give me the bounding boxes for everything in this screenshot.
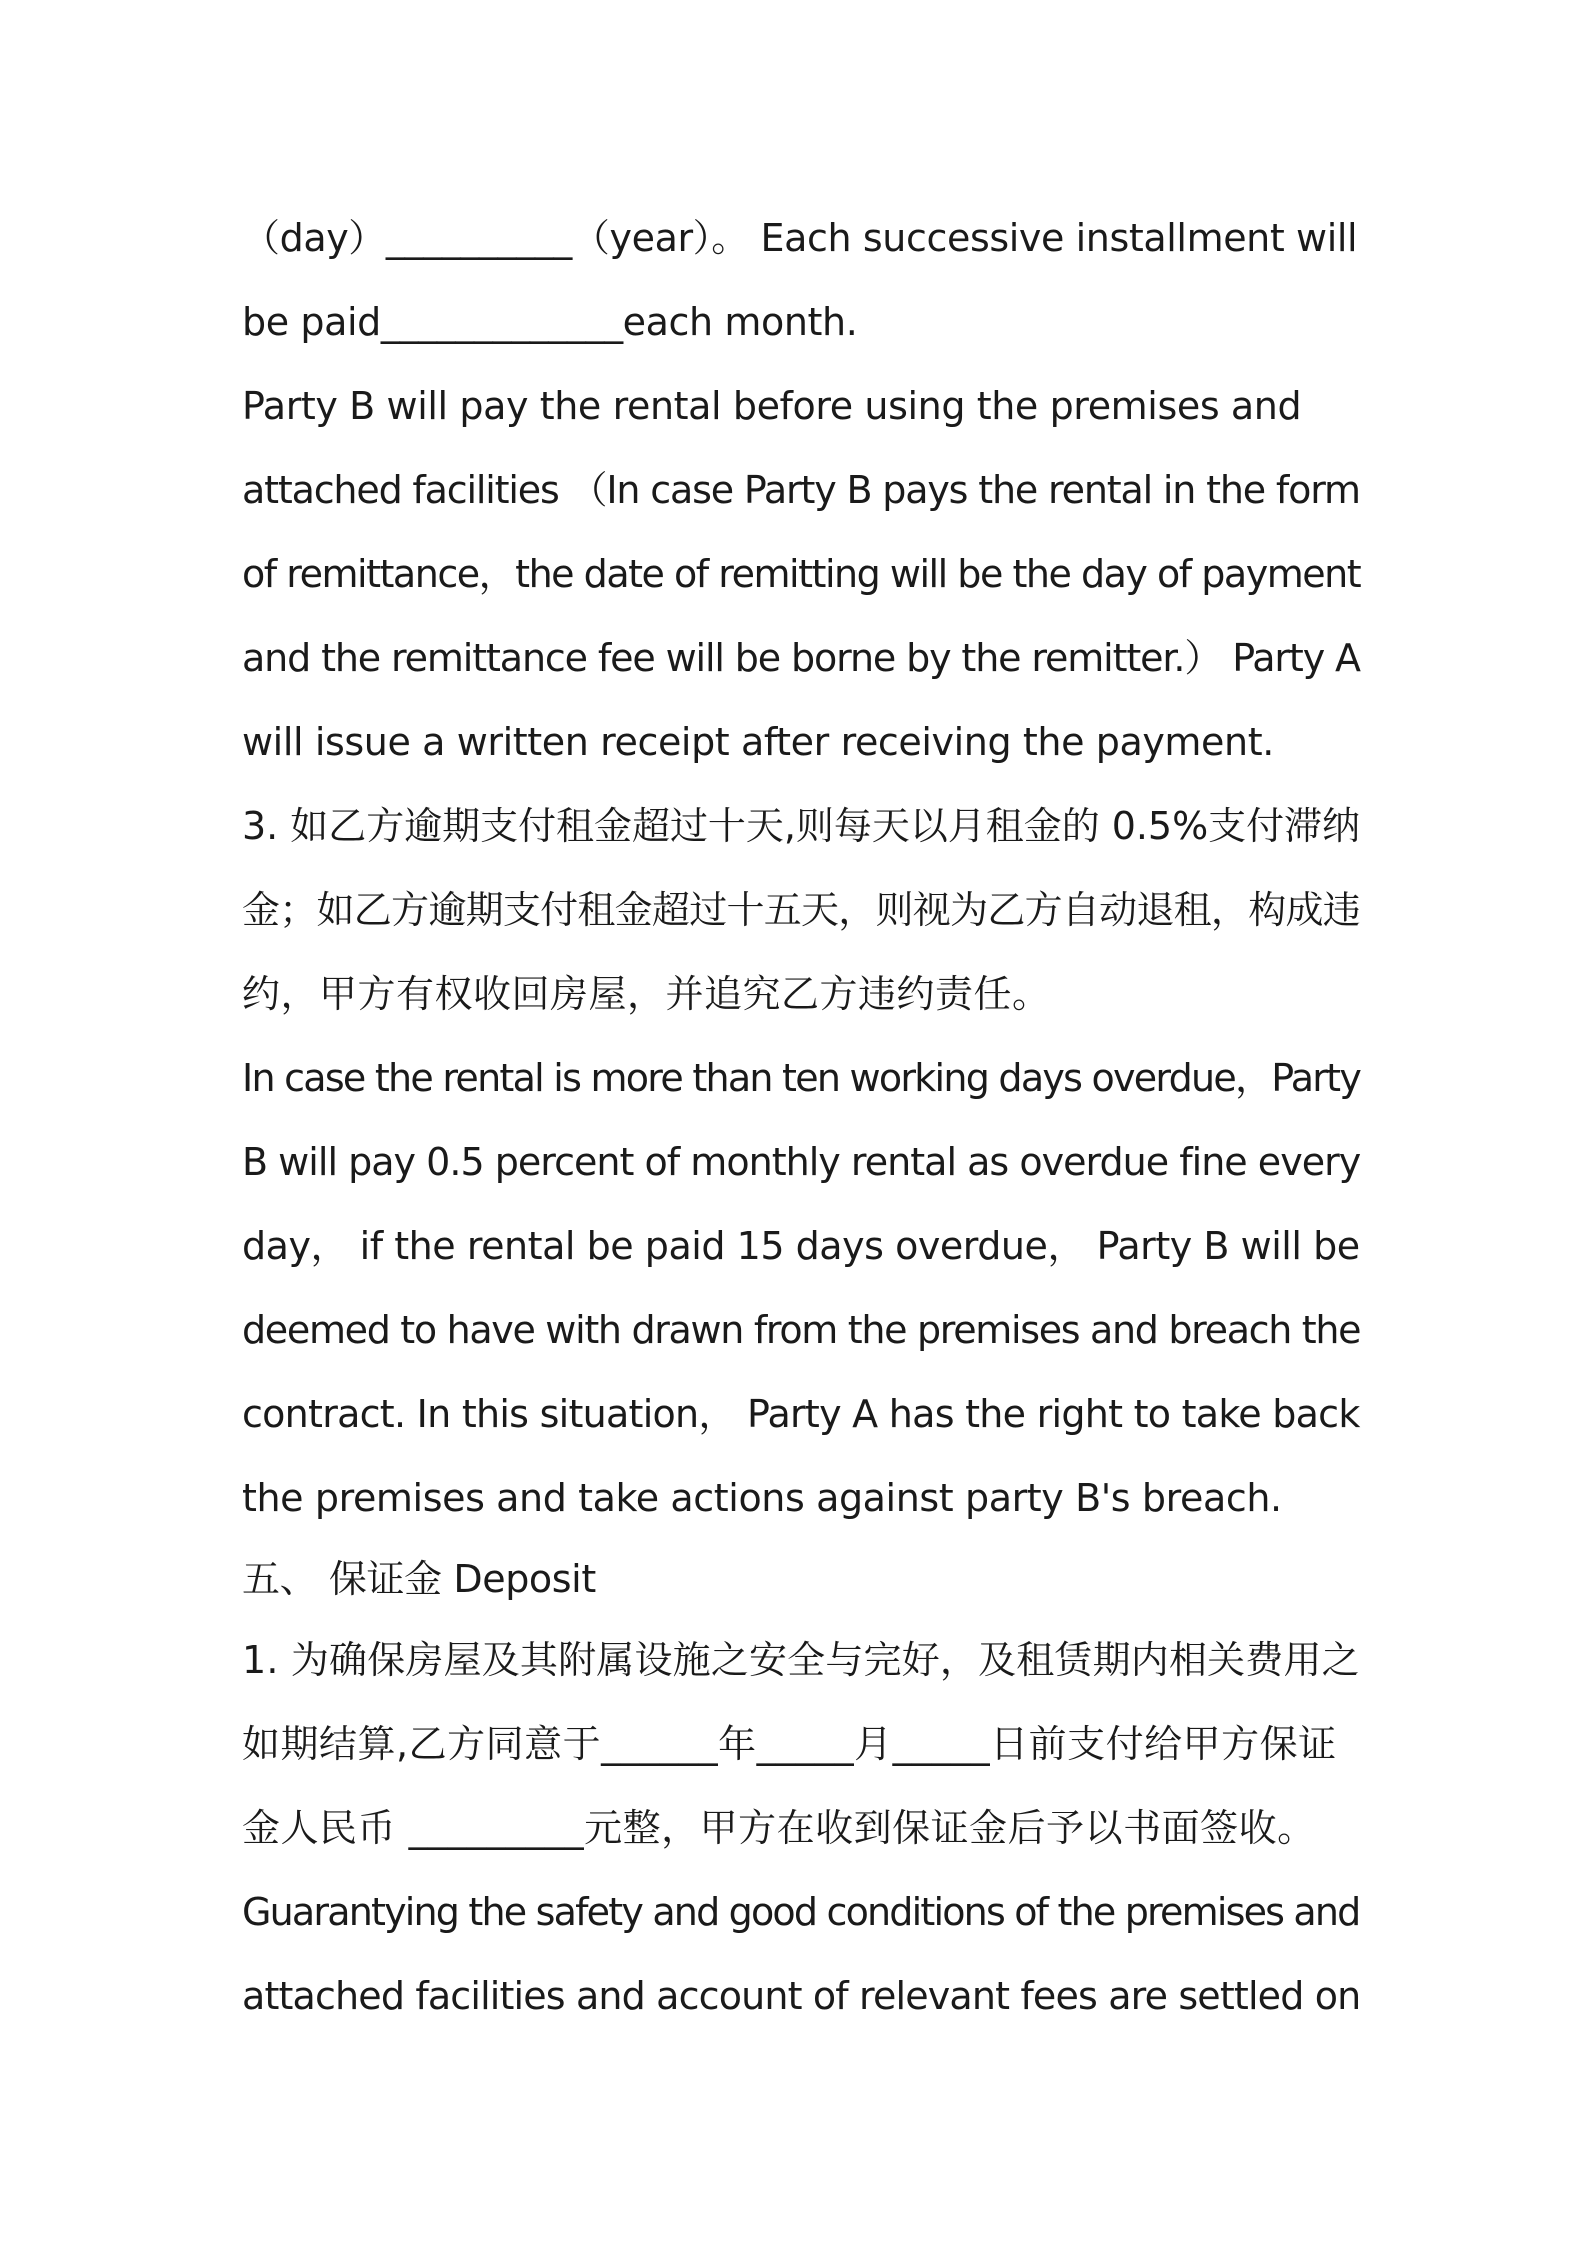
text-line: the premises and take actions against party B's breach. (242, 1476, 1282, 1520)
text-line: 如期结算,乙方同意于______年_____月_____日前支付给甲方保证 (242, 1722, 1337, 1766)
document-page (242, 196, 1360, 2038)
text-line: 金人民币 _________元整，甲方在收到保证金后予以书面签收。 (242, 1806, 1316, 1850)
text-line: of remittance，the date of remitting will be the day of payment (242, 552, 1361, 596)
paragraph-deposit-cn (242, 1618, 1360, 1870)
text-line: be paid_____________each month. (242, 300, 858, 344)
paragraph-overdue-cn (242, 784, 1360, 1036)
text-line: Guarantying the safety and good conditions of the premises and (242, 1890, 1360, 1934)
text-line: attached facilities （In case Party B pays the rental in the form (242, 468, 1360, 512)
text-line: （day）__________（year）。 Each successive installment will (242, 216, 1358, 260)
paragraph-deposit-en (242, 1870, 1360, 2038)
text-line: attached facilities and account of relevant fees are settled on (242, 1974, 1361, 2018)
paragraph-rental-payment (242, 364, 1360, 784)
text-line: and the remittance fee will be borne by the remitter.） Party A (242, 636, 1360, 680)
section-title: 五、 保证金 Deposit (242, 1557, 596, 1601)
text-line: 约，甲方有权收回房屋，并追究乙方违约责任。 (242, 972, 1051, 1016)
text-line: 金；如乙方逾期支付租金超过十五天，则视为乙方自动退租，构成违 (242, 888, 1361, 932)
text-line: In case the rental is more than ten working days overdue，Party (242, 1056, 1361, 1100)
text-line: B will pay 0.5 percent of monthly rental as overdue fine every (242, 1140, 1361, 1184)
section-heading-deposit (242, 1540, 1360, 1618)
text-line: day， if the rental be paid 15 days overdue， Party B will be (242, 1224, 1360, 1268)
text-line: contract. In this situation， Party A has the right to take back (242, 1392, 1360, 1436)
text-line: deemed to have with drawn from the premises and breach the (242, 1308, 1361, 1352)
text-line: will issue a written receipt after receiving the payment. (242, 720, 1274, 764)
paragraph-installment (242, 196, 1360, 364)
text-line: 3. 如乙方逾期支付租金超过十天,则每天以月租金的 0.5%支付滞纳 (242, 804, 1361, 848)
paragraph-overdue-en (242, 1036, 1360, 1540)
text-line: 1. 为确保房屋及其附属设施之安全与完好，及租赁期内相关费用之 (242, 1638, 1360, 1682)
text-line: Party B will pay the rental before using the premises and (242, 384, 1302, 428)
